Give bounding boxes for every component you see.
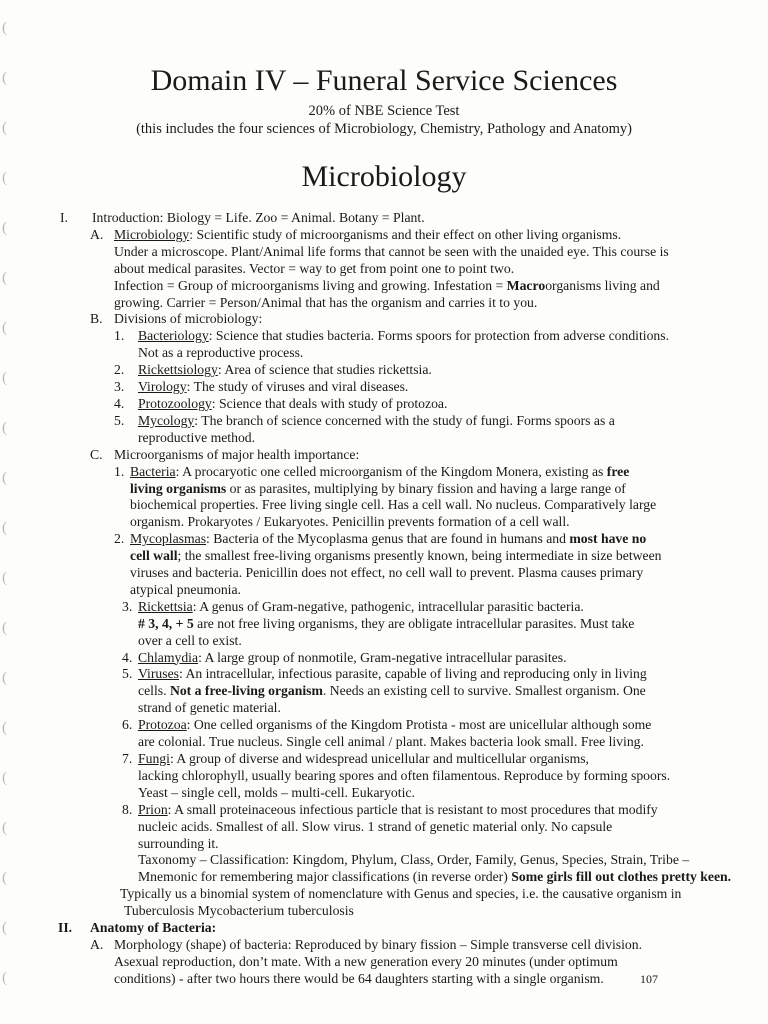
binder-hole-marks: ( ( ( ( ( ( ( ( ( ( ( ( ( ( ( ( ( ( ( ( (2, 20, 7, 986)
list-item-rickettsia (122, 598, 742, 650)
list-item-fungi (122, 751, 742, 802)
definition-text: : A procaryotic one celled microorganism of the Kingdom Monera, existing as (175, 463, 607, 479)
term-prion: Prion (138, 801, 168, 817)
term-bacteriology: Bacteriology (138, 328, 209, 344)
section-title: Microbiology (301, 160, 467, 193)
body-line: Morphology (shape) of bacteria: Reproduced by binary fission – Simple transverse cell division. (114, 936, 642, 952)
mnemonic-text: Some girls fill out clothes pretty keen. (511, 869, 732, 885)
body-line: are colonial. True nucleus. Single cell animal / plant. Makes bacteria look small. Free living. (138, 734, 644, 750)
outline-text: Introduction: Biology = Life. Zoo = Animal. Botany = Plant. (92, 210, 425, 225)
body-text: cells. (138, 683, 170, 699)
list-item-protozoa (122, 717, 742, 751)
division-list (72, 328, 742, 446)
body-line: Typically us a binomial system of nomenclature with Genus and species, i.e. the causative organism in (120, 886, 682, 902)
outline-heading: Anatomy of Bacteria: (90, 920, 217, 936)
outline-text: Divisions of microbiology: (114, 311, 263, 327)
list-number: 1. (114, 463, 125, 479)
list-item-viruses (122, 666, 742, 717)
list-number: 7. (122, 751, 133, 766)
definition-text: : One celled organisms of the Kingdom Protista - most are unicellular although some (186, 717, 652, 733)
outline-content (58, 210, 742, 988)
outline-item-ii (58, 920, 742, 937)
outline-number: C. (90, 446, 103, 462)
definition-text: : The study of viruses and viral diseases. (186, 379, 409, 395)
nomenclature-note (72, 886, 742, 920)
bold-text: Not a free-living organism (169, 683, 323, 699)
term-microbiology: Microbiology (114, 226, 190, 242)
body-line: about medical parasites. Vector = way to get from point one to point two. (114, 260, 515, 276)
page-title: Domain IV – Funeral Service Sciences (150, 64, 618, 97)
definition-text: : Science that studies bacteria. Forms spoors for protection from adverse conditions. (208, 328, 670, 344)
outline-item-i-a (72, 227, 742, 312)
definition-text: : A small proteinaceous infectious particle that is resistant to most procedures that modify (167, 801, 658, 817)
definition-text: : A genus of Gram-negative, pathogenic, intracellular parasitic bacteria. (192, 598, 584, 614)
definition-text: : Bacteria of the Mycoplasma genus that are found in humans and (206, 531, 570, 547)
outline-item-i-c (72, 447, 742, 464)
term-protozoology: Protozoology (138, 395, 212, 411)
outline-number: B. (90, 311, 103, 327)
mnemonic-intro: Mnemonic for remembering major classifications (in reverse order) (138, 869, 512, 885)
body-line: lacking chlorophyll, usually bearing spores and often filamentous. Reproduce by forming spoors. (138, 767, 671, 783)
outline-number: A. (90, 226, 104, 242)
list-number: 4. (114, 395, 125, 411)
term-viruses: Viruses (138, 666, 179, 682)
list-item (114, 362, 742, 379)
body-line: Asexual reproduction, don’t mate. With a new generation every 20 minutes (under optimum (114, 953, 618, 969)
list-number: 3. (122, 598, 133, 614)
list-item-prion (122, 801, 742, 887)
outline-number: II. (58, 920, 73, 936)
body-line: surrounding it. (138, 835, 219, 851)
list-number: 5. (114, 412, 125, 428)
definition-text: : A group of diverse and widespread unicellular and multicellular organisms, (169, 751, 589, 766)
list-number: 3. (114, 379, 125, 395)
list-item (114, 412, 742, 447)
body-line: atypical pneumonia. (130, 581, 241, 597)
body-text: Infection = Group of microorganisms living and growing. Infestation = (114, 277, 507, 293)
body-line: Not as a reproductive process. (138, 345, 304, 361)
microorganism-list (72, 464, 742, 887)
body-line: conditions) - after two hours there would be 64 daughters starting with a single organism. (114, 970, 604, 986)
term-virology: Virology (138, 379, 187, 395)
bold-text: Macro (506, 277, 546, 293)
page-number: 107 (640, 972, 658, 986)
body-line: biochemical properties. Free living single cell. Has a cell wall. No nucleus. Comparatively large (130, 497, 657, 513)
body-line: growing. Carrier = Person/Animal that has the organism and carries it to you. (114, 294, 538, 310)
taxonomy-line: Taxonomy – Classification: Kingdom, Phylum, Class, Order, Family, Genus, Species, Strain, Tribe – (138, 852, 690, 868)
definition-text: : An intracellular, infectious parasite, capable of living and reproducing only in living (179, 666, 647, 682)
body-line: viruses and bacteria. Penicillin does not effect, no cell wall to prevent. Plasma causes primary (130, 565, 644, 581)
bold-text: cell wall (130, 548, 178, 564)
definition-text: : The branch of science concerned with the study of fungi. Forms spoors as a (194, 412, 615, 428)
list-number: 2. (114, 531, 125, 547)
bold-text: living organisms (130, 480, 227, 496)
body-line: Under a microscope. Plant/Animal life forms that cannot be seen with the unaided eye. This course is (114, 243, 669, 259)
bold-text: # 3, 4, + 5 (138, 615, 194, 631)
bold-text: free (606, 463, 630, 479)
body-line: organism. Prokaryotes / Eukaryotes. Penicillin prevents formation of a cell wall. (130, 514, 570, 530)
outline-item-i (60, 210, 742, 227)
page-subtitle: 20% of NBE Science Test (308, 103, 460, 119)
page-scope-note: (this includes the four sciences of Microbiology, Chemistry, Pathology and Anatomy) (136, 121, 632, 137)
list-number: 1. (114, 328, 125, 344)
body-text: . Needs an existing cell to survive. Smallest organism. One (322, 683, 646, 699)
list-item-chlamydia (122, 649, 742, 667)
list-item-bacteria (114, 463, 742, 532)
body-line: strand of genetic material. (138, 700, 281, 716)
term-mycology: Mycology (138, 412, 195, 428)
term-protozoa: Protozoa (138, 717, 187, 733)
body-line: reproductive method. (138, 429, 256, 445)
list-number: 5. (122, 666, 133, 682)
term-fungi: Fungi (138, 751, 170, 766)
list-item (114, 328, 742, 362)
body-text: are not free living organisms, they are obligate intracellular parasites. Must take (193, 615, 635, 631)
term-bacteria: Bacteria (130, 463, 176, 479)
bold-text: most have no (569, 531, 647, 547)
list-item (114, 379, 742, 396)
outline-number: A. (90, 936, 104, 952)
definition-text: : Scientific study of microorganisms and their effect on other living organisms. (189, 226, 622, 242)
term-mycoplasmas: Mycoplasmas (130, 531, 207, 547)
body-line: over a cell to exist. (138, 632, 242, 648)
list-number: 6. (122, 717, 133, 733)
body-text: organisms living and (545, 277, 660, 293)
definition-text: : Area of science that studies rickettsia. (217, 362, 432, 378)
outline-text: Microorganisms of major health importance: (114, 446, 360, 462)
body-line: Yeast – single cell, molds – multi-cell. Eukaryotic. (138, 784, 415, 800)
definition-text: : A large group of nonmotile, Gram-negative intracellular parasites. (198, 649, 567, 665)
body-text: ; the smallest free-living organisms presently known, being intermediate in size between (177, 548, 662, 564)
term-rickettsiology: Rickettsiology (138, 362, 218, 378)
list-number: 8. (122, 801, 133, 817)
list-item-mycoplasmas (114, 531, 742, 599)
term-rickettsia: Rickettsia (138, 598, 193, 614)
body-line: Tuberculosis Mycobacterium tuberculosis (124, 903, 354, 919)
list-item (114, 395, 742, 413)
body-text: or as parasites, multiplying by binary fission and having a large range of (226, 480, 626, 496)
outline-item-i-b (72, 311, 742, 328)
list-number: 4. (122, 649, 133, 665)
list-number: 2. (114, 362, 125, 378)
term-chlamydia: Chlamydia (138, 649, 199, 665)
definition-text: : Science that deals with study of protozoa. (211, 395, 448, 411)
body-line: nucleic acids. Smallest of all. Slow virus. 1 strand of genetic material only. No capsule (138, 818, 613, 834)
outline-number: I. (60, 210, 68, 225)
